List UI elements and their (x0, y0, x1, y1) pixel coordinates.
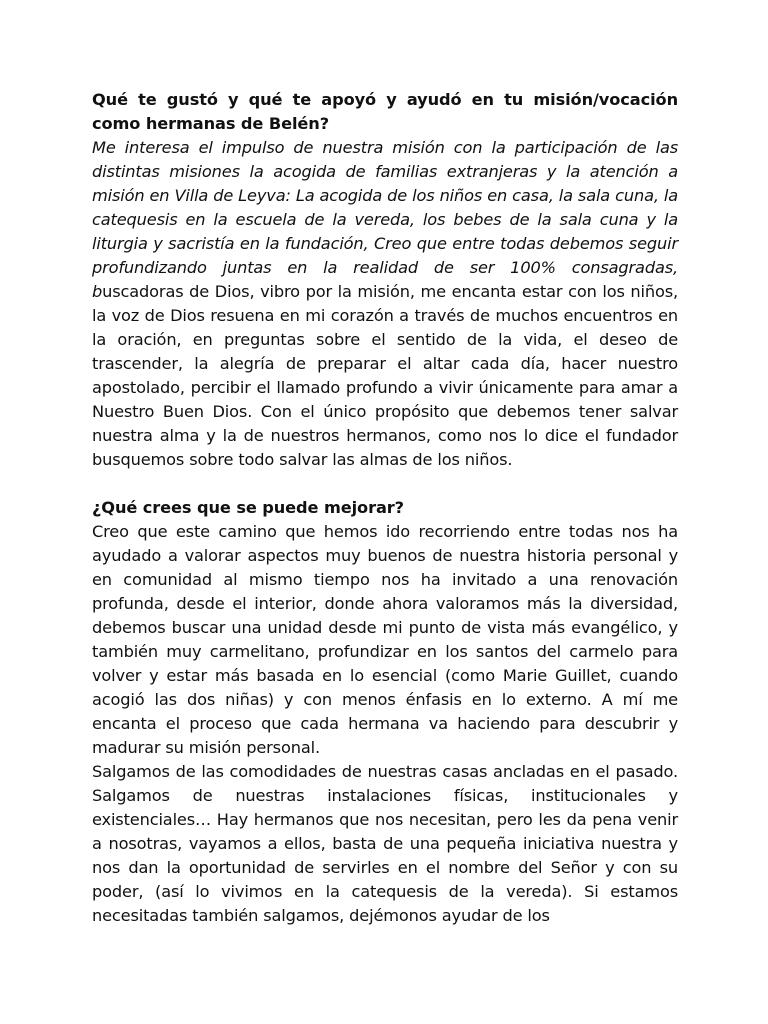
mission-answer-regular-text: uscadoras de Dios, vibro por la misión, me encanta estar con los niños, la voz de Dios resuena en mi corazón a través de muchos encuentros en la oración, en preguntas sobre el sentido de la vida, el deseo de trascender, la alegría de preparar el altar cada día, hacer nuestro apostolado, percibir el llamado profundo a vivir únicamente para amar a Nuestro Buen Dios. Con el único propósito que debemos tener salvar nuestra alma y la de nuestros hermanos, como nos lo dice el fundador busquemos sobre todo salvar las almas de los niños. (92, 282, 678, 469)
question-improve-heading: ¿Qué crees que se puede mejorar? (92, 498, 404, 517)
mission-answer-italic-text: Me interesa el impulso de nuestra misión con la participación de las distintas misiones la acogida de familias extranjeras y la atención a misión en Villa de Leyva: La acogida de los niños en casa, la sala cuna, la catequesis en la escuela de la vereda, los bebes de la sala cuna y la liturgia y sacristía en la fundación, Creo que entre todas debemos seguir profundizando juntas en la realidad de ser 100% consagradas, b (92, 138, 678, 301)
mission-answer-paragraph (92, 136, 678, 472)
improve-paragraph-1: Creo que este camino que hemos ido recorriendo entre todas nos ha ayudado a valorar aspectos muy buenos de nuestra historia personal y en comunidad al mismo tiempo nos ha invitado a una renovación profunda, desde el interior, donde ahora valoramos más la diversidad, debemos buscar una unidad desde mi punto de vista más evangélico, y también muy carmelitano, profundizar en los santos del carmelo para volver y estar más basada en lo esencial (como Marie Guillet, cuando acogió las dos niñas) y con menos énfasis en lo externo. A mí me encanta el proceso que cada hermana va haciendo para descubrir y madurar su misión personal. (92, 522, 678, 757)
question-mission-heading: Qué te gustó y qué te apoyó y ayudó en tu misión/vocación como hermanas de Belén? (92, 90, 678, 133)
section-spacer (92, 472, 678, 496)
improve-paragraph-2: Salgamos de las comodidades de nuestras casas ancladas en el pasado. Salgamos de nuestras instalaciones físicas, institucionales y existenciales… Hay hermanos que nos necesitan, pero les da pena venir a nosotras, vayamos a ellos, basta de una pequeña iniciativa nuestra y nos dan la oportunidad de servirles en el nombre del Señor y con su poder, (así lo vivimos en la catequesis de la vereda). Si estamos necesitadas también salgamos, dejémonos ayudar de los (92, 762, 678, 925)
